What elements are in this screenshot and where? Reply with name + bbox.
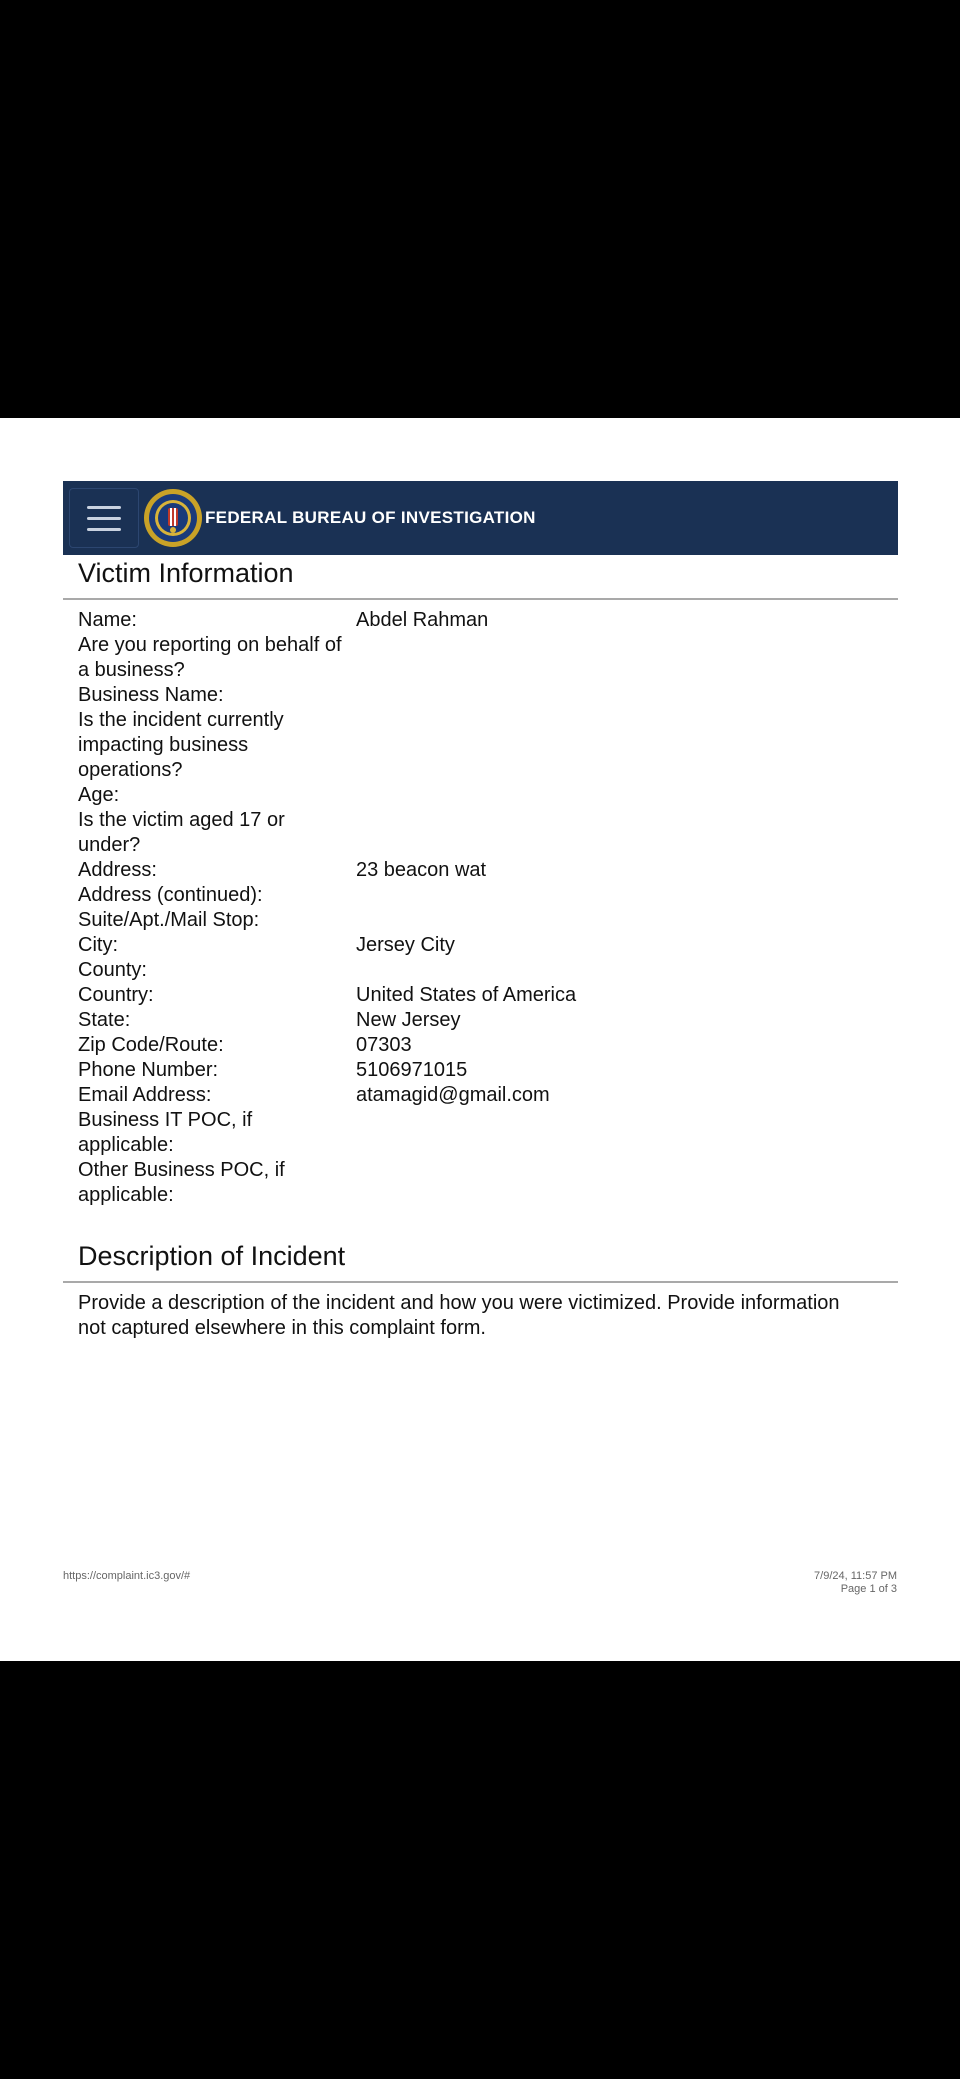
field-label: Name: bbox=[78, 609, 137, 631]
field-row bbox=[78, 633, 878, 683]
field-value: 07303 bbox=[356, 1034, 412, 1056]
footer-page-number: Page 1 of 3 bbox=[840, 1583, 897, 1595]
field-value: New Jersey bbox=[356, 1009, 461, 1031]
field-row bbox=[78, 683, 878, 708]
agency-name: FEDERAL BUREAU OF INVESTIGATION bbox=[205, 508, 536, 527]
field-value bbox=[356, 1158, 878, 1208]
field-row bbox=[78, 808, 878, 858]
field-label: Country: bbox=[78, 984, 154, 1006]
field-row bbox=[78, 958, 878, 983]
field-row bbox=[78, 858, 878, 883]
field-label: Email Address: bbox=[78, 1084, 212, 1106]
field-label: City: bbox=[78, 934, 118, 956]
field-value bbox=[356, 783, 878, 808]
field-value: United States of America bbox=[356, 984, 577, 1006]
footer-meta bbox=[814, 1570, 897, 1596]
site-header bbox=[63, 481, 898, 555]
field-value bbox=[356, 958, 878, 983]
field-row bbox=[78, 708, 878, 783]
field-label: County: bbox=[78, 959, 147, 981]
field-row bbox=[78, 1008, 878, 1033]
menu-bar bbox=[87, 528, 121, 531]
field-label: Are you reporting on behalf of a business? bbox=[78, 634, 342, 681]
field-label: Address: bbox=[78, 859, 157, 881]
field-row bbox=[78, 1058, 878, 1083]
field-row bbox=[78, 983, 878, 1008]
field-value: 5106971015 bbox=[356, 1059, 468, 1081]
field-row bbox=[78, 908, 878, 933]
field-row bbox=[78, 1108, 878, 1158]
field-label: State: bbox=[78, 1009, 131, 1031]
field-value bbox=[356, 908, 878, 933]
field-value bbox=[356, 883, 878, 908]
menu-bar bbox=[87, 517, 121, 520]
field-row bbox=[78, 1033, 878, 1058]
field-label: Business IT POC, if applicable: bbox=[78, 1109, 253, 1156]
footer-url: https://complaint.ic3.gov/# bbox=[63, 1570, 191, 1582]
field-label: Address (continued): bbox=[78, 884, 263, 906]
field-row bbox=[78, 933, 878, 958]
field-value: Jersey City bbox=[356, 934, 455, 956]
field-label: Zip Code/Route: bbox=[78, 1034, 224, 1056]
field-value: Abdel Rahman bbox=[356, 609, 489, 631]
field-row bbox=[78, 883, 878, 908]
description-instructions: Provide a description of the incident and how you were victimized. Provide information not captured elsewhere in this complaint form. bbox=[78, 1292, 840, 1339]
field-row bbox=[78, 783, 878, 808]
field-value bbox=[356, 683, 878, 708]
field-value bbox=[356, 1108, 878, 1158]
field-value bbox=[356, 808, 878, 858]
field-value: 23 beacon wat bbox=[356, 859, 487, 881]
victim-fields bbox=[78, 608, 878, 1208]
description-section-title: Description of Incident bbox=[78, 1241, 346, 1271]
field-row bbox=[78, 1158, 878, 1208]
section-divider bbox=[63, 1281, 898, 1283]
field-label: Is the victim aged 17 or under? bbox=[78, 809, 285, 856]
field-value bbox=[356, 708, 878, 783]
document-page bbox=[0, 418, 960, 1661]
hamburger-menu-button[interactable] bbox=[69, 488, 139, 548]
field-label: Is the incident currently impacting business operations? bbox=[78, 709, 284, 781]
menu-bar bbox=[87, 506, 121, 509]
fbi-seal-icon bbox=[143, 488, 203, 548]
victim-section-title: Victim Information bbox=[78, 558, 294, 588]
field-label: Business Name: bbox=[78, 684, 224, 706]
field-label: Suite/Apt./Mail Stop: bbox=[78, 909, 260, 931]
section-divider bbox=[63, 598, 898, 600]
footer-timestamp: 7/9/24, 11:57 PM bbox=[814, 1570, 897, 1582]
field-label: Other Business POC, if applicable: bbox=[78, 1159, 285, 1206]
field-row bbox=[78, 608, 878, 633]
field-label: Phone Number: bbox=[78, 1059, 219, 1081]
field-row bbox=[78, 1083, 878, 1108]
field-label: Age: bbox=[78, 784, 120, 806]
field-value bbox=[356, 633, 878, 683]
field-value: atamagid@gmail.com bbox=[356, 1084, 550, 1106]
